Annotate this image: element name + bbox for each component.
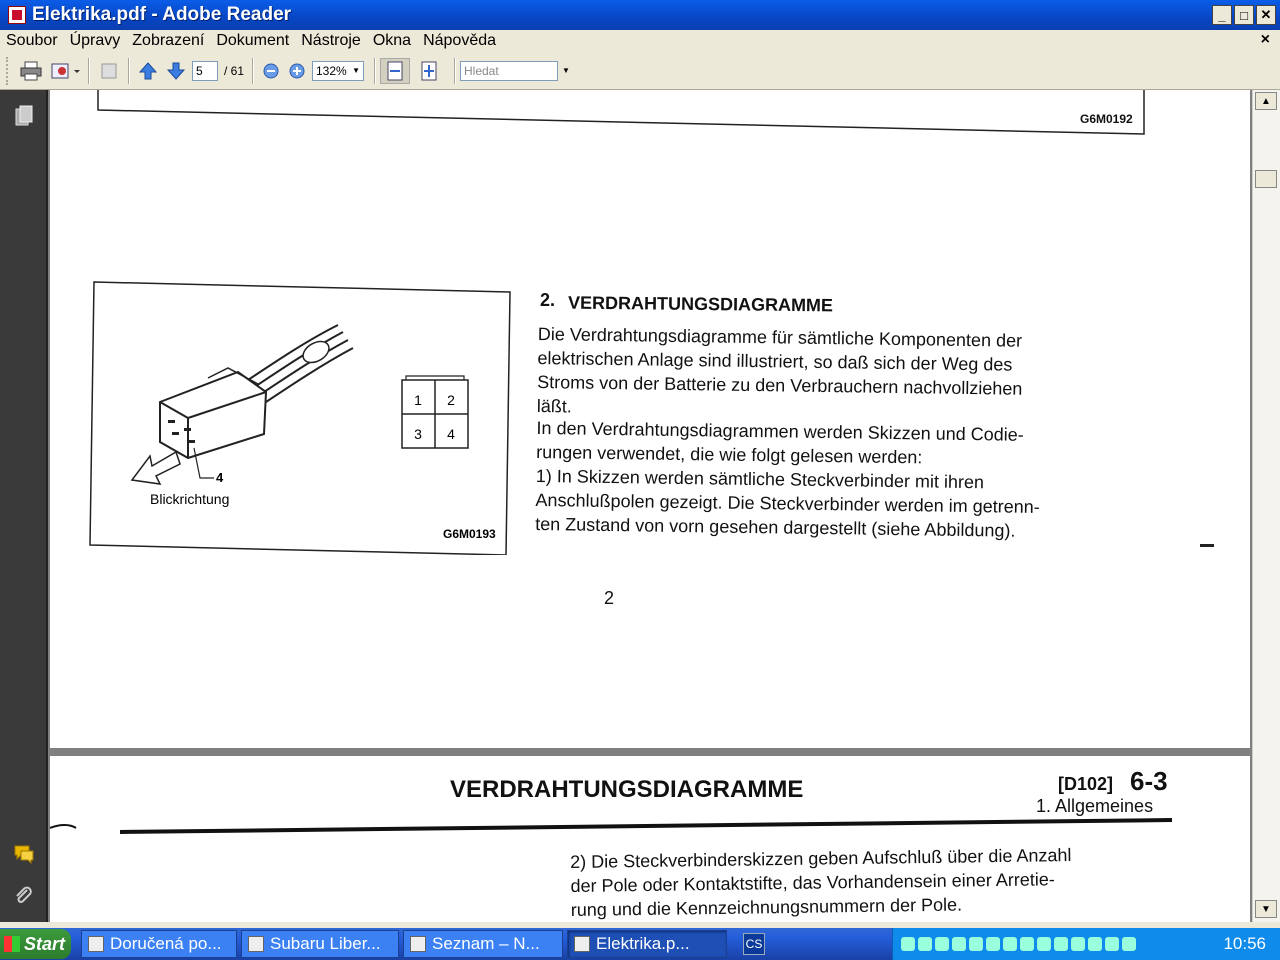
pdf-icon [574, 936, 590, 952]
para-line: rung und die Kennzeichnungsnummern der Pole. [570, 894, 963, 920]
menu-soubor[interactable]: Soubor [6, 32, 58, 49]
mail-app-icon [88, 936, 104, 952]
para-line: 2) Die Steckverbinderskizzen geben Aufschluß über die Anzahl [570, 845, 1072, 872]
menu-okna[interactable]: Okna [372, 32, 412, 49]
tray-sync-icon[interactable] [1071, 937, 1085, 951]
document-viewer[interactable] [48, 90, 1252, 922]
fit-width-icon[interactable] [380, 58, 410, 84]
vertical-scrollbar[interactable] [1252, 90, 1280, 922]
body-text-block [535, 322, 1148, 544]
task-adobe-reader[interactable] [567, 930, 727, 958]
hand-tool-icon[interactable] [94, 58, 124, 84]
task-label: Seznam – N... [432, 934, 540, 953]
pdf-page [50, 90, 1250, 748]
pin-label-1: 1 [414, 392, 422, 408]
page2-body [570, 841, 1181, 922]
title-bar [0, 0, 1280, 30]
pdf-page-next [50, 756, 1250, 922]
tray-search-icon[interactable] [935, 937, 949, 951]
print-icon[interactable] [16, 58, 46, 84]
menu-dokument[interactable]: Dokument [216, 32, 290, 49]
zoom-in-icon[interactable] [284, 58, 310, 84]
task-mail[interactable] [81, 930, 237, 958]
search-dropdown-icon[interactable]: ▼ [562, 66, 570, 75]
scroll-up-icon[interactable]: ▲ [1255, 92, 1277, 110]
para3-line: Anschlußpolen gezeigt. Die Steckverbinder werden im getrenn- [535, 489, 1040, 518]
tray-users-icon[interactable] [1037, 937, 1051, 951]
attachments-icon[interactable] [12, 884, 36, 908]
language-indicator[interactable]: CS [743, 933, 765, 955]
start-label: Start [24, 933, 66, 954]
figure-code-top: G6M0192 [1080, 112, 1133, 126]
para-line: der Pole oder Kontaktstifte, das Vorhandensein einer Arretie- [570, 869, 1055, 896]
para1-line: Die Verdrahtungsdiagramme für sämtliche Komponenten der [537, 323, 1023, 351]
section-code: 6-3 [1130, 766, 1168, 796]
tray-play-icon[interactable] [918, 937, 932, 951]
window-title: Elektrika.pdf - Adobe Reader [32, 4, 292, 25]
clock[interactable]: 10:56 [1223, 934, 1266, 953]
pin-label-4: 4 [447, 426, 455, 442]
para1-line: läßt. [536, 395, 572, 417]
task-browser-subaru[interactable] [241, 930, 399, 958]
tray-network-icon[interactable] [901, 937, 915, 951]
page-number-input[interactable]: 5 [192, 61, 218, 81]
callout-label: 4 [216, 470, 224, 485]
zoom-out-icon[interactable] [258, 58, 284, 84]
tray-blocked-icon[interactable] [986, 937, 1000, 951]
system-tray [892, 928, 1280, 960]
tray-shield-icon[interactable] [969, 937, 983, 951]
page-number: 2 [604, 588, 615, 608]
next-page-icon[interactable] [162, 58, 190, 84]
menu-napoveda[interactable]: Nápověda [423, 32, 497, 49]
start-button[interactable] [0, 929, 71, 959]
para3-line: 1) In Skizzen werden sämtliche Steckverbinder mit ihren [535, 465, 985, 493]
navigation-pane [0, 90, 48, 922]
pin-label-3: 3 [414, 426, 422, 442]
ie-icon [248, 936, 264, 952]
tray-safely-remove-icon[interactable] [1122, 937, 1136, 951]
tray-update-icon[interactable] [1054, 937, 1068, 951]
zoom-value: 132% [316, 63, 347, 78]
previous-figure-frame [50, 90, 1250, 150]
search-input[interactable]: Hledat [460, 61, 558, 81]
zoom-select[interactable] [312, 61, 364, 81]
section-number: 2. [540, 290, 556, 310]
pages-icon[interactable] [12, 104, 36, 128]
menu-bar [0, 30, 1280, 52]
para2-line: In den Verdrahtungsdiagrammen werden Skizzen und Codie- [536, 417, 1024, 445]
document-close-icon[interactable]: × [1260, 31, 1270, 48]
scroll-thumb[interactable] [1255, 170, 1277, 188]
connector-figure [88, 280, 513, 555]
para1-line: elektrischen Anlage sind illustriert, so daß sich der Weg des [537, 347, 1013, 375]
subsection-title: 1. Allgemeines [1036, 796, 1154, 816]
ie-icon [410, 936, 426, 952]
menu-nastroje[interactable]: Nástroje [301, 32, 361, 49]
task-label: Doručená po... [110, 934, 222, 953]
para2-line: rungen verwendet, die wie folgt gelesen werden: [536, 441, 923, 468]
figure-code: G6M0193 [443, 527, 496, 541]
tray-drive-icon[interactable] [1020, 937, 1034, 951]
windows-logo-icon [4, 936, 20, 952]
scroll-down-icon[interactable]: ▼ [1255, 900, 1277, 918]
email-icon[interactable] [46, 58, 84, 84]
tray-nvidia-icon[interactable] [1088, 937, 1102, 951]
adobe-reader-icon [8, 6, 26, 24]
section-heading: VERDRAHTUNGSDIAGRAMME [567, 292, 834, 316]
para3-line: ten Zustand von vorn gesehen dargestellt (siehe Abbildung). [535, 513, 1016, 541]
minimize-button[interactable]: _ [1212, 5, 1232, 25]
toolbar [0, 52, 1280, 90]
tray-gear-icon[interactable] [1105, 937, 1119, 951]
chevron-down-icon: ▼ [352, 66, 360, 75]
tray-connection-icon[interactable] [952, 937, 966, 951]
task-browser-seznam[interactable] [403, 930, 563, 958]
task-label: Subaru Liber... [270, 934, 381, 953]
page-total: / 61 [224, 63, 245, 78]
fit-page-icon[interactable] [414, 58, 444, 84]
close-button[interactable]: ✕ [1256, 5, 1276, 25]
toolbar-grip [6, 57, 10, 85]
document-code: [D102] [1058, 774, 1114, 794]
pin-label-2: 2 [447, 392, 455, 408]
menu-upravy[interactable]: Úpravy [69, 32, 121, 49]
para1-line: Stroms von der Batterie zu den Verbrauchern nachvollziehen [537, 371, 1023, 399]
maximize-button[interactable]: □ [1234, 5, 1254, 25]
page-title: VERDRAHTUNGSDIAGRAMME [450, 776, 804, 803]
taskbar [0, 928, 1280, 960]
previous-page-icon[interactable] [134, 58, 162, 84]
comments-icon[interactable] [12, 842, 36, 866]
tray-volume-icon[interactable] [1003, 937, 1017, 951]
figure-caption: Blickrichtung [150, 491, 230, 507]
header-rule [50, 816, 1250, 836]
task-label: Elektrika.p... [596, 934, 690, 953]
menu-zobrazeni[interactable]: Zobrazení [132, 32, 205, 49]
margin-mark [1200, 544, 1214, 547]
